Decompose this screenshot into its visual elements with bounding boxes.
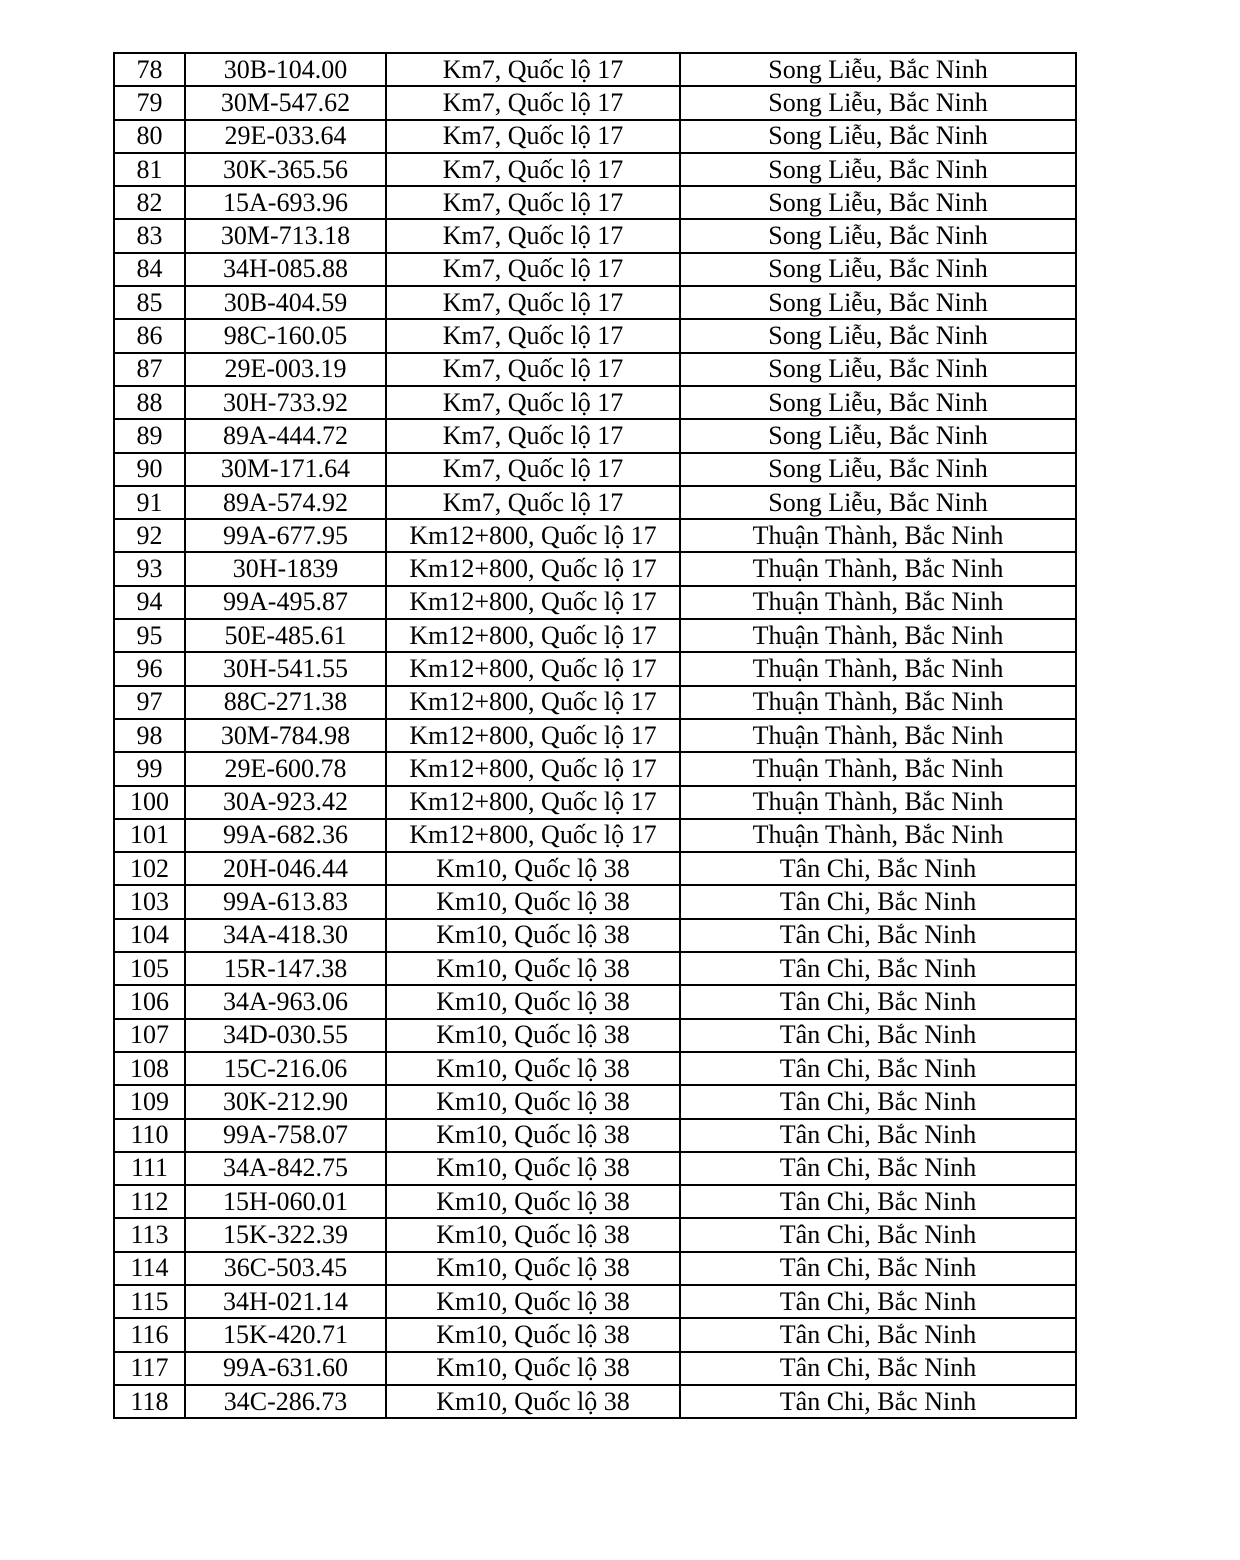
- license-plate-cell: 88C-271.38: [185, 686, 386, 719]
- license-plate-cell: 36C-503.45: [185, 1252, 386, 1285]
- license-plate-cell: 30K-212.90: [185, 1085, 386, 1118]
- location-cell: Km7, Quốc lộ 17: [386, 419, 680, 452]
- location-cell: Km7, Quốc lộ 17: [386, 86, 680, 119]
- table-row: [114, 186, 1076, 219]
- area-cell: Tân Chi, Bắc Ninh: [680, 1152, 1076, 1185]
- row-number-cell: 111: [114, 1152, 185, 1185]
- table-row: [114, 1252, 1076, 1285]
- area-cell: Tân Chi, Bắc Ninh: [680, 1052, 1076, 1085]
- location-cell: Km7, Quốc lộ 17: [386, 253, 680, 286]
- area-cell: Thuận Thành, Bắc Ninh: [680, 586, 1076, 619]
- area-cell: Tân Chi, Bắc Ninh: [680, 1285, 1076, 1318]
- table-row: [114, 1385, 1076, 1418]
- license-plate-cell: 30H-541.55: [185, 652, 386, 685]
- area-cell: Tân Chi, Bắc Ninh: [680, 1252, 1076, 1285]
- area-cell: Thuận Thành, Bắc Ninh: [680, 619, 1076, 652]
- row-number-cell: 102: [114, 852, 185, 885]
- row-number-cell: 109: [114, 1085, 185, 1118]
- license-plate-cell: 99A-682.36: [185, 819, 386, 852]
- area-cell: Song Liễu, Bắc Ninh: [680, 86, 1076, 119]
- table-row: [114, 752, 1076, 785]
- row-number-cell: 108: [114, 1052, 185, 1085]
- table-row: [114, 219, 1076, 252]
- area-cell: Song Liễu, Bắc Ninh: [680, 419, 1076, 452]
- location-cell: Km10, Quốc lộ 38: [386, 1052, 680, 1085]
- table-row: [114, 1019, 1076, 1052]
- license-plate-cell: 30M-713.18: [185, 219, 386, 252]
- license-plate-cell: 30B-104.00: [185, 53, 386, 86]
- location-cell: Km12+800, Quốc lộ 17: [386, 686, 680, 719]
- license-plate-cell: 99A-495.87: [185, 586, 386, 619]
- table-row: [114, 719, 1076, 752]
- table-body: [114, 53, 1076, 1418]
- area-cell: Tân Chi, Bắc Ninh: [680, 1318, 1076, 1351]
- row-number-cell: 117: [114, 1352, 185, 1385]
- area-cell: Thuận Thành, Bắc Ninh: [680, 652, 1076, 685]
- license-plate-cell: 30H-1839: [185, 552, 386, 585]
- location-cell: Km10, Quốc lộ 38: [386, 1119, 680, 1152]
- table-row: [114, 852, 1076, 885]
- area-cell: Song Liễu, Bắc Ninh: [680, 186, 1076, 219]
- table-row: [114, 153, 1076, 186]
- location-cell: Km7, Quốc lộ 17: [386, 319, 680, 352]
- license-plate-cell: 34A-842.75: [185, 1152, 386, 1185]
- table-row: [114, 1085, 1076, 1118]
- area-cell: Tân Chi, Bắc Ninh: [680, 885, 1076, 918]
- table-row: [114, 86, 1076, 119]
- location-cell: Km10, Quốc lộ 38: [386, 1352, 680, 1385]
- location-cell: Km12+800, Quốc lộ 17: [386, 586, 680, 619]
- row-number-cell: 94: [114, 586, 185, 619]
- table-row: [114, 1318, 1076, 1351]
- table-row: [114, 1152, 1076, 1185]
- area-cell: Thuận Thành, Bắc Ninh: [680, 519, 1076, 552]
- license-plate-cell: 15K-322.39: [185, 1218, 386, 1251]
- license-plate-cell: 99A-631.60: [185, 1352, 386, 1385]
- table-row: [114, 985, 1076, 1018]
- area-cell: Tân Chi, Bắc Ninh: [680, 919, 1076, 952]
- area-cell: Thuận Thành, Bắc Ninh: [680, 786, 1076, 819]
- table-row: [114, 1352, 1076, 1385]
- area-cell: Tân Chi, Bắc Ninh: [680, 1185, 1076, 1218]
- row-number-cell: 91: [114, 486, 185, 519]
- row-number-cell: 114: [114, 1252, 185, 1285]
- license-plate-cell: 34H-021.14: [185, 1285, 386, 1318]
- row-number-cell: 82: [114, 186, 185, 219]
- location-cell: Km10, Quốc lộ 38: [386, 1318, 680, 1351]
- location-cell: Km10, Quốc lộ 38: [386, 885, 680, 918]
- table-row: [114, 1285, 1076, 1318]
- license-plate-cell: 30M-784.98: [185, 719, 386, 752]
- location-cell: Km12+800, Quốc lộ 17: [386, 719, 680, 752]
- location-cell: Km12+800, Quốc lộ 17: [386, 652, 680, 685]
- license-plate-cell: 99A-613.83: [185, 885, 386, 918]
- license-plate-cell: 98C-160.05: [185, 319, 386, 352]
- license-plate-cell: 29E-600.78: [185, 752, 386, 785]
- area-cell: Song Liễu, Bắc Ninh: [680, 153, 1076, 186]
- row-number-cell: 83: [114, 219, 185, 252]
- location-cell: Km12+800, Quốc lộ 17: [386, 519, 680, 552]
- license-plate-cell: 34A-963.06: [185, 985, 386, 1018]
- location-cell: Km10, Quốc lộ 38: [386, 1285, 680, 1318]
- row-number-cell: 92: [114, 519, 185, 552]
- table-row: [114, 952, 1076, 985]
- license-plate-cell: 30K-365.56: [185, 153, 386, 186]
- table-row: [114, 686, 1076, 719]
- location-cell: Km7, Quốc lộ 17: [386, 53, 680, 86]
- area-cell: Song Liễu, Bắc Ninh: [680, 486, 1076, 519]
- table-row: [114, 120, 1076, 153]
- location-cell: Km10, Quốc lộ 38: [386, 1185, 680, 1218]
- location-cell: Km10, Quốc lộ 38: [386, 1152, 680, 1185]
- area-cell: Thuận Thành, Bắc Ninh: [680, 686, 1076, 719]
- license-plate-cell: 15R-147.38: [185, 952, 386, 985]
- location-cell: Km12+800, Quốc lộ 17: [386, 819, 680, 852]
- area-cell: Tân Chi, Bắc Ninh: [680, 1019, 1076, 1052]
- location-cell: Km10, Quốc lộ 38: [386, 852, 680, 885]
- row-number-cell: 113: [114, 1218, 185, 1251]
- row-number-cell: 88: [114, 386, 185, 419]
- row-number-cell: 110: [114, 1119, 185, 1152]
- location-cell: Km12+800, Quốc lộ 17: [386, 552, 680, 585]
- row-number-cell: 81: [114, 153, 185, 186]
- table-row: [114, 885, 1076, 918]
- license-plate-cell: 15H-060.01: [185, 1185, 386, 1218]
- area-cell: Song Liễu, Bắc Ninh: [680, 120, 1076, 153]
- area-cell: Song Liễu, Bắc Ninh: [680, 253, 1076, 286]
- table-row: [114, 386, 1076, 419]
- location-cell: Km10, Quốc lộ 38: [386, 1218, 680, 1251]
- area-cell: Tân Chi, Bắc Ninh: [680, 985, 1076, 1018]
- location-cell: Km10, Quốc lộ 38: [386, 1252, 680, 1285]
- location-cell: Km12+800, Quốc lộ 17: [386, 619, 680, 652]
- location-cell: Km10, Quốc lộ 38: [386, 1085, 680, 1118]
- license-plate-cell: 15A-693.96: [185, 186, 386, 219]
- row-number-cell: 80: [114, 120, 185, 153]
- table-row: [114, 353, 1076, 386]
- license-plate-cell: 34H-085.88: [185, 253, 386, 286]
- row-number-cell: 96: [114, 652, 185, 685]
- row-number-cell: 115: [114, 1285, 185, 1318]
- row-number-cell: 103: [114, 885, 185, 918]
- license-plate-cell: 30A-923.42: [185, 786, 386, 819]
- license-plate-cell: 30B-404.59: [185, 286, 386, 319]
- area-cell: Tân Chi, Bắc Ninh: [680, 1119, 1076, 1152]
- area-cell: Tân Chi, Bắc Ninh: [680, 852, 1076, 885]
- license-plate-cell: 89A-444.72: [185, 419, 386, 452]
- table-row: [114, 319, 1076, 352]
- location-cell: Km10, Quốc lộ 38: [386, 985, 680, 1018]
- area-cell: Song Liễu, Bắc Ninh: [680, 319, 1076, 352]
- location-cell: Km7, Quốc lộ 17: [386, 120, 680, 153]
- table-row: [114, 1119, 1076, 1152]
- area-cell: Tân Chi, Bắc Ninh: [680, 952, 1076, 985]
- area-cell: Thuận Thành, Bắc Ninh: [680, 552, 1076, 585]
- location-cell: Km7, Quốc lộ 17: [386, 186, 680, 219]
- row-number-cell: 118: [114, 1385, 185, 1418]
- location-cell: Km7, Quốc lộ 17: [386, 386, 680, 419]
- area-cell: Song Liễu, Bắc Ninh: [680, 286, 1076, 319]
- table-row: [114, 453, 1076, 486]
- location-cell: Km7, Quốc lộ 17: [386, 453, 680, 486]
- row-number-cell: 86: [114, 319, 185, 352]
- row-number-cell: 84: [114, 253, 185, 286]
- area-cell: Song Liễu, Bắc Ninh: [680, 453, 1076, 486]
- license-plate-cell: 15C-216.06: [185, 1052, 386, 1085]
- license-plate-cell: 29E-003.19: [185, 353, 386, 386]
- location-cell: Km7, Quốc lộ 17: [386, 153, 680, 186]
- table-row: [114, 819, 1076, 852]
- table-row: [114, 586, 1076, 619]
- row-number-cell: 89: [114, 419, 185, 452]
- row-number-cell: 100: [114, 786, 185, 819]
- license-plate-cell: 34D-030.55: [185, 1019, 386, 1052]
- table-row: [114, 253, 1076, 286]
- table-row: [114, 1218, 1076, 1251]
- location-cell: Km10, Quốc lộ 38: [386, 1385, 680, 1418]
- row-number-cell: 78: [114, 53, 185, 86]
- location-cell: Km7, Quốc lộ 17: [386, 486, 680, 519]
- license-plate-cell: 99A-758.07: [185, 1119, 386, 1152]
- area-cell: Song Liễu, Bắc Ninh: [680, 53, 1076, 86]
- license-plate-cell: 29E-033.64: [185, 120, 386, 153]
- table-row: [114, 919, 1076, 952]
- location-cell: Km12+800, Quốc lộ 17: [386, 752, 680, 785]
- row-number-cell: 104: [114, 919, 185, 952]
- license-plate-cell: 34A-418.30: [185, 919, 386, 952]
- location-cell: Km7, Quốc lộ 17: [386, 286, 680, 319]
- row-number-cell: 107: [114, 1019, 185, 1052]
- license-plate-cell: 34C-286.73: [185, 1385, 386, 1418]
- license-plate-cell: 30H-733.92: [185, 386, 386, 419]
- row-number-cell: 90: [114, 453, 185, 486]
- row-number-cell: 87: [114, 353, 185, 386]
- row-number-cell: 106: [114, 985, 185, 1018]
- area-cell: Tân Chi, Bắc Ninh: [680, 1218, 1076, 1251]
- row-number-cell: 97: [114, 686, 185, 719]
- table-row: [114, 53, 1076, 86]
- row-number-cell: 112: [114, 1185, 185, 1218]
- area-cell: Tân Chi, Bắc Ninh: [680, 1385, 1076, 1418]
- license-plate-cell: 30M-547.62: [185, 86, 386, 119]
- table-row: [114, 1185, 1076, 1218]
- license-plate-cell: 99A-677.95: [185, 519, 386, 552]
- area-cell: Thuận Thành, Bắc Ninh: [680, 719, 1076, 752]
- area-cell: Song Liễu, Bắc Ninh: [680, 353, 1076, 386]
- table-row: [114, 1052, 1076, 1085]
- location-cell: Km12+800, Quốc lộ 17: [386, 786, 680, 819]
- row-number-cell: 105: [114, 952, 185, 985]
- row-number-cell: 79: [114, 86, 185, 119]
- table-row: [114, 619, 1076, 652]
- location-cell: Km10, Quốc lộ 38: [386, 952, 680, 985]
- area-cell: Thuận Thành, Bắc Ninh: [680, 752, 1076, 785]
- location-cell: Km7, Quốc lộ 17: [386, 353, 680, 386]
- table-row: [114, 419, 1076, 452]
- license-plate-cell: 89A-574.92: [185, 486, 386, 519]
- table-row: [114, 286, 1076, 319]
- area-cell: Tân Chi, Bắc Ninh: [680, 1352, 1076, 1385]
- row-number-cell: 99: [114, 752, 185, 785]
- table-row: [114, 552, 1076, 585]
- license-plate-cell: 20H-046.44: [185, 852, 386, 885]
- location-cell: Km10, Quốc lộ 38: [386, 919, 680, 952]
- table-row: [114, 486, 1076, 519]
- row-number-cell: 85: [114, 286, 185, 319]
- row-number-cell: 93: [114, 552, 185, 585]
- license-plate-cell: 50E-485.61: [185, 619, 386, 652]
- row-number-cell: 95: [114, 619, 185, 652]
- violation-table: [113, 52, 1077, 1419]
- area-cell: Song Liễu, Bắc Ninh: [680, 386, 1076, 419]
- row-number-cell: 98: [114, 719, 185, 752]
- area-cell: Song Liễu, Bắc Ninh: [680, 219, 1076, 252]
- license-plate-cell: 30M-171.64: [185, 453, 386, 486]
- row-number-cell: 101: [114, 819, 185, 852]
- table-row: [114, 786, 1076, 819]
- location-cell: Km10, Quốc lộ 38: [386, 1019, 680, 1052]
- row-number-cell: 116: [114, 1318, 185, 1351]
- area-cell: Thuận Thành, Bắc Ninh: [680, 819, 1076, 852]
- area-cell: Tân Chi, Bắc Ninh: [680, 1085, 1076, 1118]
- table-row: [114, 519, 1076, 552]
- table-row: [114, 652, 1076, 685]
- license-plate-cell: 15K-420.71: [185, 1318, 386, 1351]
- location-cell: Km7, Quốc lộ 17: [386, 219, 680, 252]
